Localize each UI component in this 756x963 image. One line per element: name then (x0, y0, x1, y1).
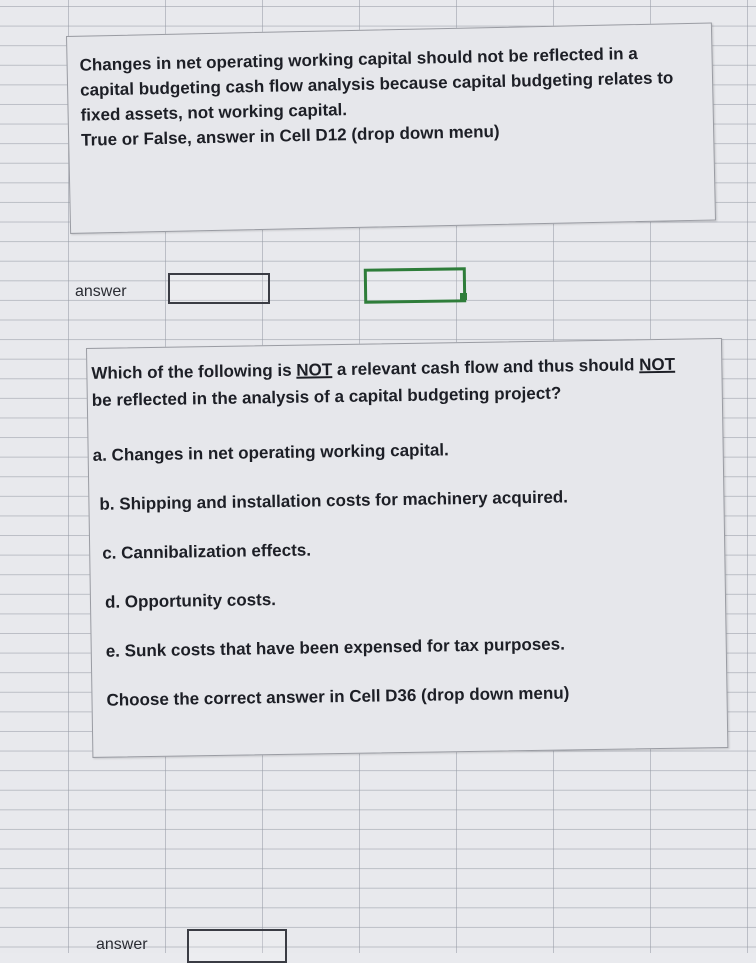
option-d: d. Opportunity costs. (104, 590, 277, 612)
option-b: b. Shipping and installation costs for machinery acquired. (99, 487, 569, 514)
prompt-text-a: Which of the following is (91, 360, 297, 383)
question2-answer-label: answer (96, 936, 148, 953)
question1-line-4: True or False, answer in Cell D12 (drop down menu) (80, 121, 500, 150)
question2-prompt-line-1 (91, 352, 675, 386)
question2-instruction: Choose the correct answer in Cell D36 (drop down menu) (106, 683, 570, 710)
prompt-not-2: NOT (639, 354, 676, 375)
question1-text (79, 40, 693, 153)
option-e: e. Sunk costs that have been expensed for tax purposes. (105, 634, 566, 661)
option-c: c. Cannibalization effects. (102, 540, 312, 563)
question1-line-2: capital budgeting cash flow analysis because capital budgeting relates to (79, 68, 674, 100)
question2-textbox[interactable] (86, 338, 728, 758)
question1-answer-label: answer (75, 283, 127, 300)
option-a: a. Changes in net operating working capital. (92, 440, 449, 465)
prompt-text-b: a relevant cash flow and thus should (332, 355, 640, 380)
question2-prompt-line-2: be reflected in the analysis of a capital budgeting project? (91, 383, 562, 410)
fill-handle[interactable] (460, 293, 467, 300)
question1-line-3: fixed assets, not working capital. (80, 100, 348, 125)
prompt-not-1: NOT (296, 360, 333, 380)
question1-line-1: Changes in net operating working capital should not be reflected in a (79, 44, 638, 75)
question2-answer-cell[interactable] (187, 929, 287, 963)
question1-textbox[interactable] (66, 22, 716, 233)
question1-answer-cell[interactable] (168, 273, 270, 304)
selected-cell-d12-dropdown[interactable] (364, 267, 466, 303)
